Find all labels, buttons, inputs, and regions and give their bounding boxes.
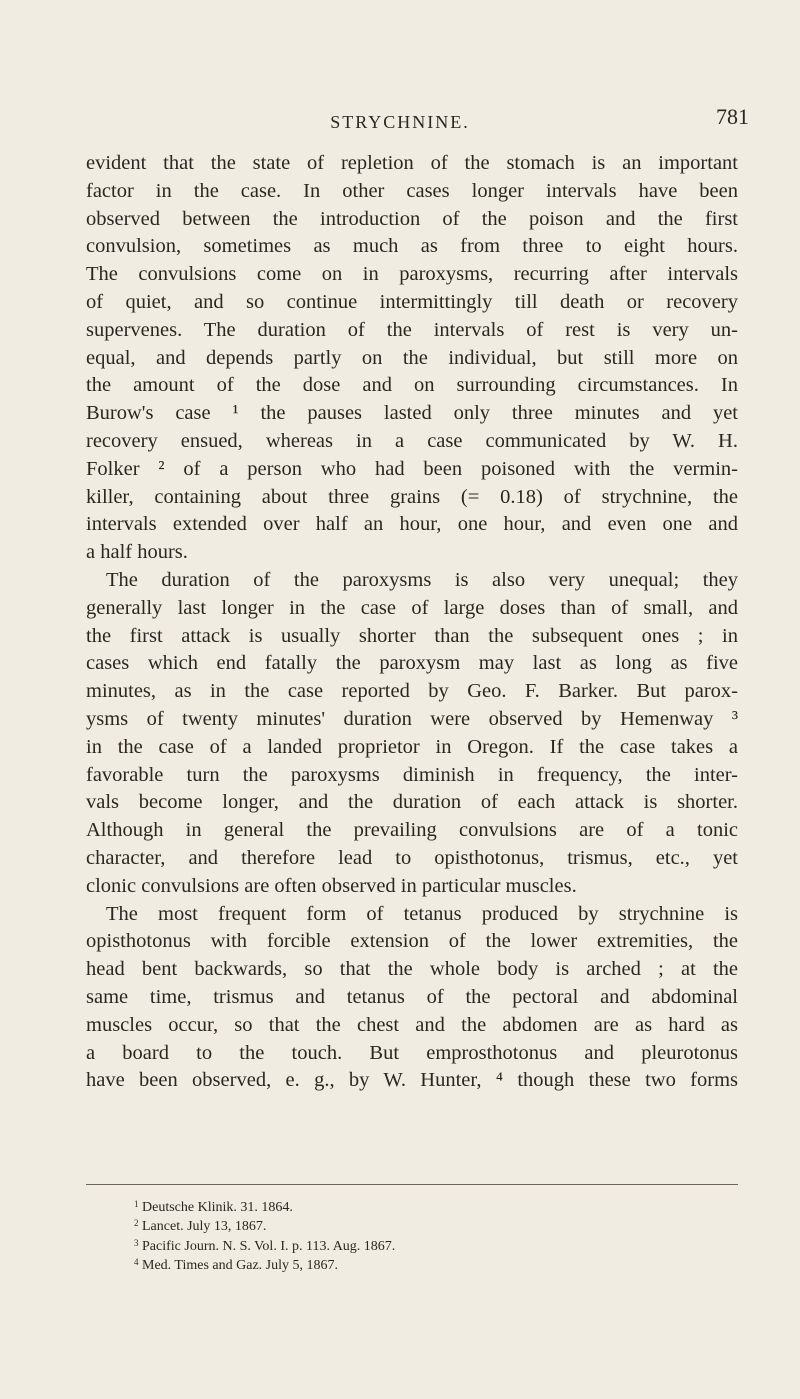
footnote xyxy=(134,1214,694,1233)
footnote-mark: 4 xyxy=(134,1256,139,1267)
footnote xyxy=(134,1195,694,1214)
text-line: The most frequent form of tetanus produced by strychnine is xyxy=(106,902,738,925)
text-line: character, and therefore lead to opisthotonus, trismus, etc., yet xyxy=(86,846,738,869)
text-line: ysms of twenty minutes' duration were observed by Hemenway ³ xyxy=(86,707,738,730)
text-line: a board to the touch. But emprosthotonus and pleurotonus xyxy=(86,1041,738,1064)
text-line: Burow's case ¹ the pauses lasted only three minutes and yet xyxy=(86,402,738,425)
text-line: supervenes. The duration of the intervals of rest is very un- xyxy=(86,318,738,341)
footnote-text: Deutsche Klinik. 31. 1864. xyxy=(142,1200,293,1215)
text-line: observed between the introduction of the poison and the first xyxy=(86,207,738,230)
text-line: generally last longer in the case of large doses than of small, and xyxy=(86,596,738,619)
text-line: factor in the case. In other cases longer intervals have been xyxy=(86,179,738,202)
footnote-text: Med. Times and Gaz. July 5, 1867. xyxy=(142,1257,338,1273)
text-line: killer, containing about three grains (= 0.18) of strychnine, the xyxy=(86,485,738,508)
text-line: vals become longer, and the duration of each attack is shorter. xyxy=(86,791,738,814)
text-line: favorable turn the paroxysms diminish in frequency, the inter- xyxy=(86,763,738,786)
text-line: in the case of a landed proprietor in Oregon. If the case takes a xyxy=(86,735,738,758)
footnote-mark: 3 xyxy=(134,1237,139,1248)
text-line: same time, trismus and tetanus of the pectoral and abdominal xyxy=(86,985,738,1008)
footnote-text: Pacific Journ. N. S. Vol. I. p. 113. Aug. 1867. xyxy=(142,1238,396,1254)
text-line: Folker ² of a person who had been poisoned with the vermin- xyxy=(86,457,738,480)
footnote-mark: 1 xyxy=(134,1199,139,1209)
footnote xyxy=(134,1234,694,1253)
text-line: recovery ensued, whereas in a case communicated by W. H. xyxy=(86,429,738,452)
running-title: STRYCHNINE. xyxy=(330,112,470,132)
text-line: clonic convulsions are often observed in particular muscles. xyxy=(86,874,577,897)
text-line: intervals extended over half an hour, one hour, and even one and xyxy=(86,513,738,536)
text-line: Although in general the prevailing convulsions are of a tonic xyxy=(86,819,738,842)
text-line: minutes, as in the case reported by Geo. F. Barker. But parox- xyxy=(86,680,738,703)
text-line: The duration of the paroxysms is also very unequal; they xyxy=(106,568,738,591)
text-line: of quiet, and so continue intermittingly till death or recovery xyxy=(86,290,738,313)
body-text xyxy=(86,150,738,1095)
footnotes xyxy=(134,1195,694,1272)
text-line: the amount of the dose and on surrounding circumstances. In xyxy=(86,374,738,397)
text-line: a half hours. xyxy=(86,541,188,564)
text-line: the first attack is usually shorter than the subsequent ones ; in xyxy=(86,624,738,647)
text-line: have been observed, e. g., by W. Hunter, ⁴ though these two forms xyxy=(86,1069,738,1092)
text-line: muscles occur, so that the chest and the abdomen are as hard as xyxy=(86,1013,738,1036)
footnote-divider xyxy=(86,1184,738,1185)
text-line: The convulsions come on in paroxysms, recurring after intervals xyxy=(86,263,738,286)
text-line: head bent backwards, so that the whole body is arched ; at the xyxy=(86,958,738,981)
page-number: 781 xyxy=(716,104,749,129)
text-line: cases which end fatally the paroxysm may last as long as five xyxy=(86,652,738,675)
text-line: equal, and depends partly on the individual, but still more on xyxy=(86,346,738,369)
text-line: evident that the state of repletion of the stomach is an important xyxy=(86,152,738,174)
footnote-mark: 2 xyxy=(134,1218,139,1229)
text-line: opisthotonus with forcible extension of the lower extremities, the xyxy=(86,930,738,953)
text-line: convulsion, sometimes as much as from three to eight hours. xyxy=(86,235,738,258)
footnote xyxy=(134,1253,694,1272)
footnote-text: Lancet. July 13, 1867. xyxy=(142,1219,267,1235)
